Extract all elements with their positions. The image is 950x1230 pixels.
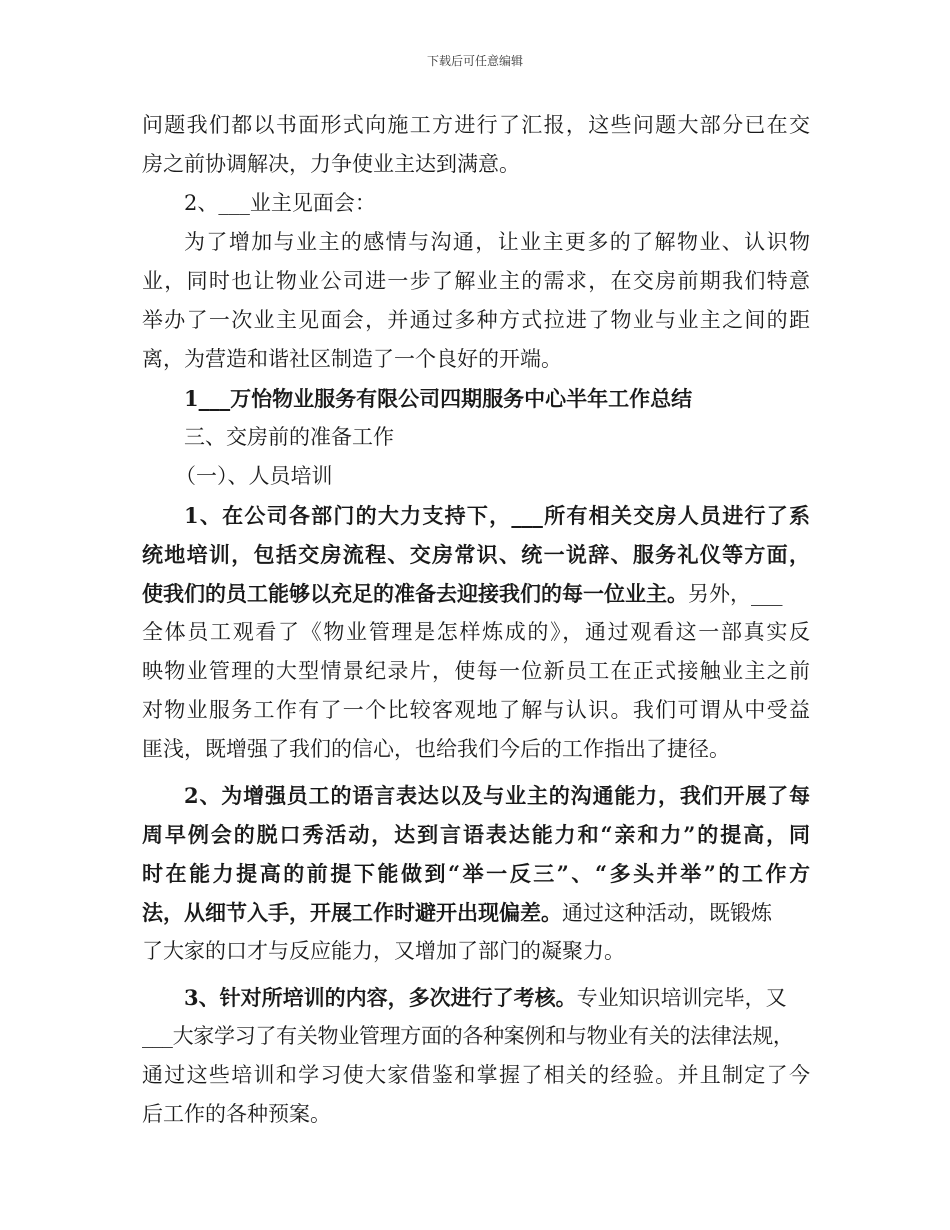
bold-text: 法，从细节入手，开展工作时避开出现偏差。 — [142, 900, 562, 925]
document-body — [142, 106, 810, 1134]
document-title: 1___万怡物业服务有限公司四期服务中心半年工作总结 — [184, 386, 693, 411]
text-line: 了大家的口才与反应能力，又增加了部门的凝聚力。 — [142, 939, 625, 963]
text-line: 2、为增强员工的语言表达以及与业主的沟通能力，我们开展了每 — [184, 783, 810, 808]
text-line: 举办了一次业主见面会，并通过多种方式拉进了物业与业主之间的距 — [142, 308, 810, 332]
regular-text: 通过这种活动，既锻炼 — [562, 901, 772, 925]
regular-text: 专业知识培训完毕，又 — [576, 986, 787, 1010]
text-line: 全体员工观看了《物业管理是怎样炼成的》，通过观看这一部真实反 — [142, 620, 810, 644]
text-line: 房之前协调解决，力争使业主达到满意。 — [142, 152, 520, 176]
page-header: 下载后可任意编辑 — [426, 54, 523, 68]
subsection-heading: （一）、人员培训 — [175, 464, 333, 488]
section-heading: 三、交房前的准备工作 — [184, 425, 394, 449]
text-line: 为了增加与业主的感情与沟通，让业主更多的了解物业、认识物 — [184, 230, 810, 254]
text-line: 通过这些培训和学习使大家借鉴和掌握了相关的经验。并且制定了今 — [142, 1063, 810, 1087]
section-heading: 2、___业主见面会： — [184, 191, 376, 215]
text-line: 统地培训，包括交房流程、交房常识、统一说辞、服务礼仪等方面， — [142, 542, 810, 567]
bold-text: 使我们的员工能够以充足的准备去迎接我们的每一位业主。 — [142, 581, 688, 606]
text-line: 对物业服务工作有了一个比较客观地了解与认识。我们可谓从中受益 — [142, 698, 810, 722]
text-line-mixed — [142, 978, 810, 1017]
text-line-mixed — [142, 574, 810, 613]
text-line: 后工作的各种预案。 — [142, 1102, 331, 1126]
text-line: 问题我们都以书面形式向施工方进行了汇报，这些问题大部分已在交 — [142, 113, 810, 137]
text-line: 时在能力提高的前提下能做到“举一反三”、“多头并举”的工作方 — [142, 861, 810, 886]
text-line: 离，为营造和谐社区制造了一个良好的开端。 — [142, 347, 562, 371]
text-line: 映物业管理的大型情景纪录片，使每一位新员工在正式接触业主之前 — [142, 659, 810, 683]
text-line: 1、在公司各部门的大力支持下，___所有相关交房人员进行了系 — [184, 503, 810, 528]
text-line-mixed — [142, 893, 810, 932]
text-line: ___大家学习了有关物业管理方面的各种案例和与物业有关的法律法规， — [142, 1024, 794, 1048]
text-line: 匪浅，既增强了我们的信心，也给我们今后的工作指出了捷径。 — [142, 737, 730, 761]
regular-text: 另外，___ — [688, 582, 783, 606]
bold-text: 3、针对所培训的内容，多次进行了考核。 — [184, 985, 577, 1010]
text-line: 周早例会的脱口秀活动，达到言语表达能力和“亲和力”的提高，同 — [142, 822, 810, 847]
text-line: 业，同时也让物业公司进一步了解业主的需求，在交房前期我们特意 — [142, 269, 810, 293]
